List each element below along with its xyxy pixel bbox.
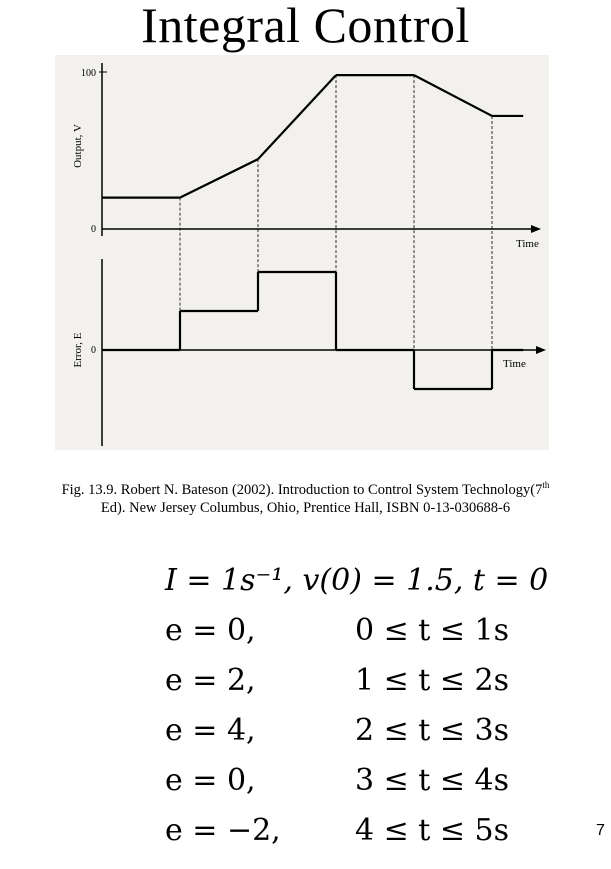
output-line-segment [258, 75, 336, 159]
figure-caption [4, 476, 607, 517]
integral-control-figure [55, 55, 549, 450]
slide-title: Integral Control [141, 0, 470, 53]
error-chart [72, 259, 546, 446]
error-x-axis-arrow [536, 346, 546, 354]
output-y-tick-label-0: 0 [91, 224, 96, 235]
caption-text: Fig. 13.9. Robert N. Bateson (2002). Introduction to Control System Technology(7 [61, 481, 543, 498]
output-y-tick-label-100: 100 [81, 68, 96, 79]
error-x-axis-label: Time [503, 358, 526, 370]
figure-panel [55, 55, 549, 450]
time-guide-lines [180, 75, 492, 389]
error-y-tick-label-0: 0 [91, 345, 96, 356]
output-x-axis-label: Time [516, 238, 539, 250]
error-series [102, 272, 523, 389]
output-line-segment [180, 159, 258, 197]
output-x-axis-arrow [531, 225, 541, 233]
page-number: 7 [596, 822, 605, 839]
error-y-axis-label: Error, E [72, 332, 84, 368]
output-line-segment [414, 75, 492, 116]
caption-superscript: th [542, 480, 550, 490]
caption-text-line2: Ed). New Jersey Columbus, Ohio, Prentice Hall, ISBN 0-13-030688-6 [100, 499, 511, 516]
output-series [102, 75, 523, 197]
output-chart [72, 63, 541, 250]
output-y-axis-label: Output, V [72, 124, 84, 168]
